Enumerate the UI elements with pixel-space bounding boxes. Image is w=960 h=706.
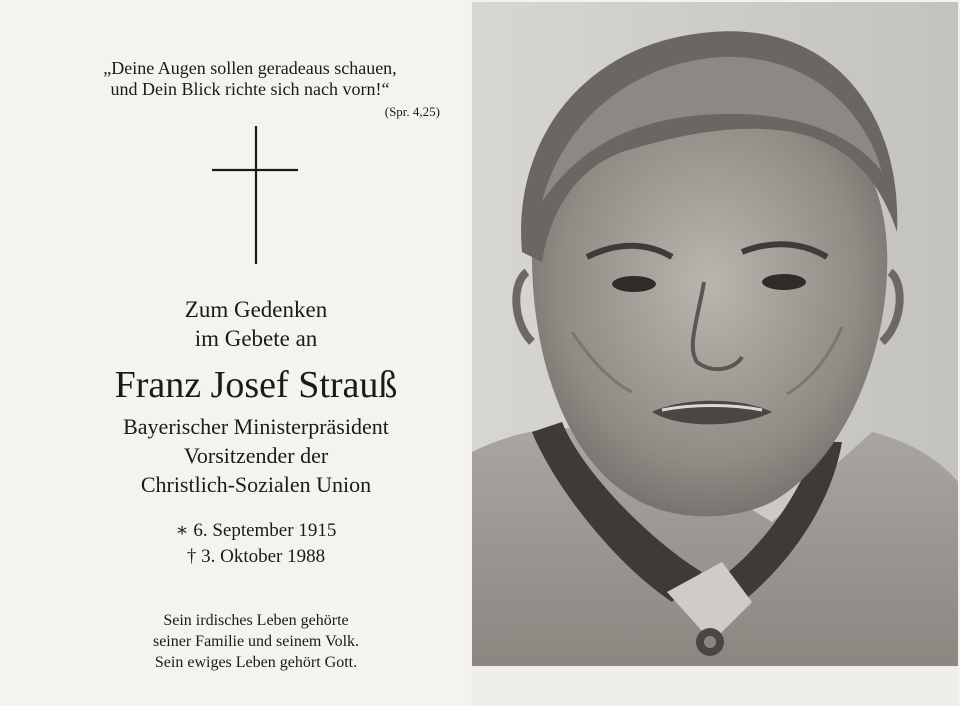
closing-line-1: Sein irdisches Leben gehörte [163,612,349,629]
person-name: Franz Josef Strauß [114,364,398,406]
memorial-heading [0,295,512,353]
memorial-line-1: Zum Gedenken [184,297,328,322]
verse-line-1: „Deine Augen sollen geradeaus schauen, [103,58,397,78]
verse-line-2: und Dein Blick richte sich nach vorn!“ [110,79,390,99]
death-date: † 3. Oktober 1988 [186,546,326,567]
life-dates [0,518,512,570]
verse-reference: (Spr. 4,25) [384,104,440,119]
birth-date: ∗ 6. September 1915 [175,520,337,541]
photo-bottom-margin [472,666,958,706]
cross-icon [210,126,300,266]
closing-line-2: seiner Familie und seinem Volk. [152,633,360,650]
role-line-1: Bayerischer Ministerpräsident [123,414,389,439]
memorial-line-2: im Gebete an [194,326,318,351]
closing-line-3: Sein ewiges Leben gehört Gott. [154,654,358,671]
text-panel [0,0,470,706]
closing-text [0,610,512,673]
role-line-2: Vorsitzender der [183,443,329,468]
role-line-3: Christlich-Sozialen Union [140,472,372,497]
portrait-photo [472,2,958,666]
bible-verse [60,58,440,100]
person-roles [0,412,512,499]
